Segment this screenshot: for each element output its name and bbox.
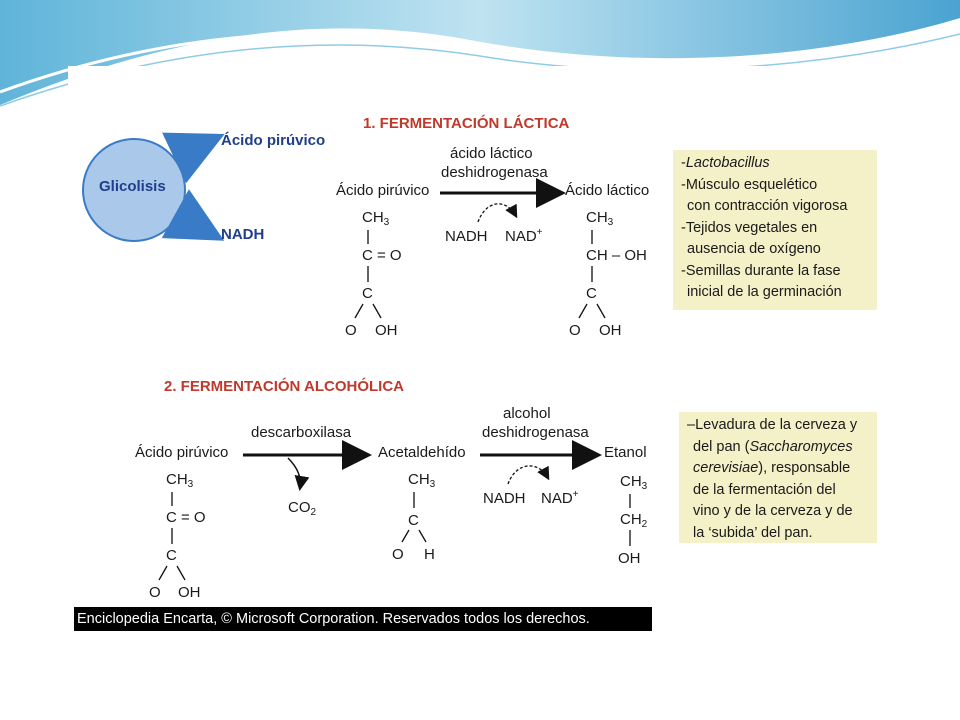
nadh-product-label: NADH xyxy=(221,226,265,243)
acet-c: C xyxy=(408,512,419,529)
acetaldehyde-label: Acetaldehído xyxy=(378,444,466,461)
pyruvate-product-label: Ácido pirúvico xyxy=(221,132,326,149)
alcoholic-cofactor-in: NADH xyxy=(483,490,526,507)
alc-note-5: vino y de la cerveza y de xyxy=(693,503,853,519)
alc-sub-oh: OH xyxy=(178,584,201,601)
alc-sub-o: O xyxy=(149,584,161,601)
lactic-prod-oh: OH xyxy=(599,322,622,339)
eth-ch3: $CH_3$ xyxy=(620,473,648,492)
alc-sub-ch3: $CH_3$ xyxy=(166,471,194,490)
ethanol-label: Etanol xyxy=(604,444,647,461)
alcoholic-title: 2. FERMENTACIÓN ALCOHÓLICA xyxy=(164,378,404,395)
alcohol-enzyme-line2: deshidrogenasa xyxy=(482,424,589,441)
alc-sub-carbonyl: C = O xyxy=(166,509,206,526)
glycolysis-label: Glicolisis xyxy=(99,178,166,195)
eth-oh: OH xyxy=(618,550,641,567)
lactic-sub-oh: OH xyxy=(375,322,398,339)
lactic-prod-carboxyl-c: C xyxy=(586,285,597,302)
lactic-note-6: -Semillas durante la fase xyxy=(681,262,841,279)
alcoholic-substrate-label: Ácido pirúvico xyxy=(135,444,229,461)
co2-label: $CO_2$ xyxy=(288,499,317,518)
arrow-to-pyruvate xyxy=(174,140,212,158)
lactic-note-1: -Lactobacillus xyxy=(681,155,770,171)
lactic-substrate-label: Ácido pirúvico xyxy=(336,182,430,199)
acet-o: O xyxy=(392,546,404,563)
arrow-to-nadh xyxy=(176,214,212,234)
lactic-enzyme-line2: deshidrogenasa xyxy=(441,164,548,181)
alcoholic-notes-box xyxy=(679,412,877,543)
lactic-note-2: -Músculo esquelético xyxy=(681,176,818,193)
alc-note-3: cerevisiae), responsable xyxy=(693,460,851,476)
alc-note-6: la ‘subida’ del pan. xyxy=(693,524,813,541)
lactic-cofactor-out: NAD+ xyxy=(505,227,543,245)
alcoholic-cofactor-arrow xyxy=(508,466,548,484)
lactic-prod-choh: CH – OH xyxy=(586,247,647,264)
eth-ch2: $CH_2$ xyxy=(620,511,648,530)
acet-h: H xyxy=(424,546,435,563)
alc-note-1: –Levadura de la cerveza y xyxy=(687,417,858,433)
lactic-prod-ch3: $CH_3$ xyxy=(586,209,614,228)
lactic-sub-carboxyl-c: C xyxy=(362,285,373,302)
lactic-title: 1. FERMENTACIÓN LÁCTICA xyxy=(363,115,570,132)
lactic-note-3: con contracción vigorosa xyxy=(687,198,848,214)
lactic-note-7: inicial de la germinación xyxy=(687,284,842,300)
acet-ch3: $CH_3$ xyxy=(408,471,436,490)
copyright-credit: Enciclopedia Encarta, © Microsoft Corporation. Reservados todos los derechos. xyxy=(74,607,652,631)
alcoholic-cofactor-out: NAD+ xyxy=(541,489,579,507)
lactic-prod-o: O xyxy=(569,322,581,339)
lactic-cofactor-arrow xyxy=(478,204,516,222)
decarboxylase-label: descarboxilasa xyxy=(251,424,352,441)
lactic-notes-box xyxy=(673,150,877,310)
lactic-sub-ch3: $CH_3$ xyxy=(362,209,390,228)
co2-release-arrow xyxy=(288,458,300,488)
alcohol-enzyme-line1: alcohol xyxy=(503,405,551,422)
lactic-enzyme-line1: ácido láctico xyxy=(450,145,533,162)
lactic-note-5: ausencia de oxígeno xyxy=(687,241,821,257)
alc-note-4: de la fermentación del xyxy=(693,481,836,498)
lactic-product-label: Ácido láctico xyxy=(565,182,650,199)
lactic-note-4: -Tejidos vegetales en xyxy=(681,219,818,236)
lactic-cofactor-in: NADH xyxy=(445,228,488,245)
alc-sub-carboxyl-c: C xyxy=(166,547,177,564)
lactic-sub-o: O xyxy=(345,322,357,339)
lactic-sub-carbonyl: C = O xyxy=(362,247,402,264)
alc-note-2: del pan (Saccharomyces xyxy=(693,438,853,455)
